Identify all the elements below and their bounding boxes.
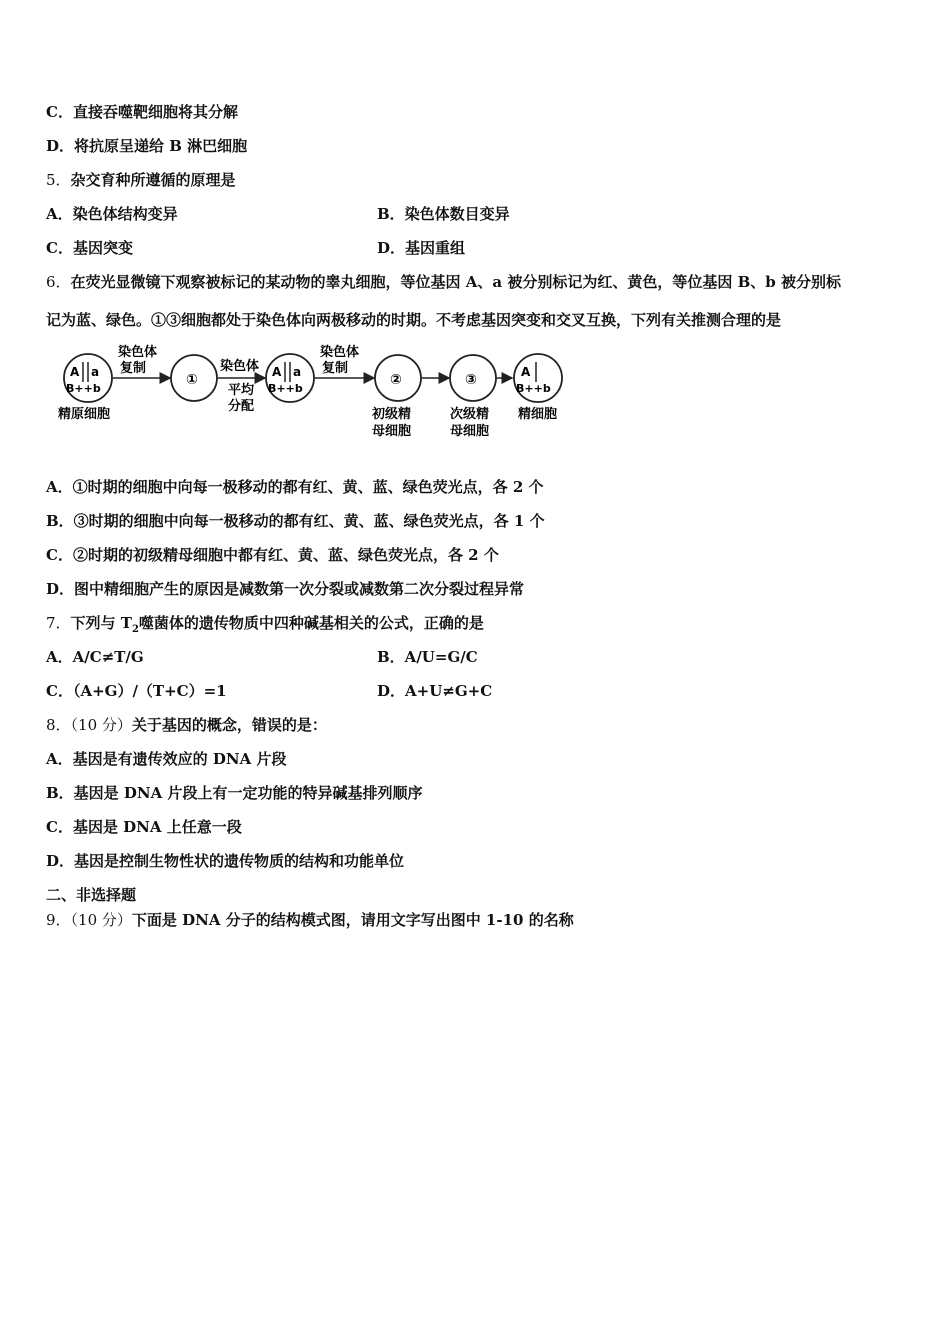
stage-2-label: ② bbox=[390, 372, 402, 388]
q7-option-c: C．（A+G）/（T+C）=1 bbox=[46, 682, 227, 700]
q9-score: （10 分） bbox=[70, 911, 132, 929]
q7-option-a: A．A/C≠T/G bbox=[46, 648, 144, 666]
q8-option-c: C．基因是 DNA 上任意一段 bbox=[46, 818, 242, 836]
mid-cell-gene-a: A bbox=[272, 365, 282, 379]
stage-3-label: ③ bbox=[465, 372, 477, 388]
q7-stem-pre: 下列与 T bbox=[70, 614, 132, 632]
q5-option-d: D．基因重组 bbox=[377, 239, 466, 257]
q9-number: 9． bbox=[46, 911, 71, 929]
label-secondary-spermatocyte-1: 次级精 bbox=[450, 407, 490, 422]
mid-cell-gene-a-lower: a bbox=[293, 365, 302, 379]
q6-option-c: C．②时期的初级精母细胞中都有红、黄、蓝、绿色荧光点，各 2 个 bbox=[46, 546, 499, 564]
q6-option-b: B．③时期的细胞中向每一极移动的都有红、黄、蓝、绿色荧光点，各 1 个 bbox=[46, 512, 545, 530]
spermatogonium-cell bbox=[64, 354, 112, 402]
label-secondary-spermatocyte-2: 母细胞 bbox=[450, 424, 490, 439]
q7-stem-subscript: 2 bbox=[131, 624, 139, 635]
sperm-cell bbox=[514, 354, 562, 402]
start-cell-gene-a-lower: a bbox=[91, 365, 100, 379]
q8-option-a: A．基因是有遗传效应的 DNA 片段 bbox=[46, 750, 287, 768]
mid-cell-gene-b: B++b bbox=[268, 382, 303, 395]
q7-option-d: D．A+U≠G+C bbox=[377, 682, 493, 700]
q5-option-a: A．染色体结构变异 bbox=[46, 205, 178, 223]
q4-option-c: C．直接吞噬靶细胞将其分解 bbox=[46, 103, 238, 121]
label-primary-spermatocyte-1: 初级精 bbox=[372, 407, 412, 422]
section-2-title: 二、非选择题 bbox=[46, 886, 137, 904]
arrow1-label-bottom: 复制 bbox=[120, 361, 147, 376]
q8-option-b: B．基因是 DNA 片段上有一定功能的特异碱基排列顺序 bbox=[46, 784, 423, 802]
label-sperm: 精细胞 bbox=[518, 407, 558, 422]
q7-stem-post: 噬菌体的遗传物质中四种碱基相关的公式，正确的是 bbox=[138, 614, 484, 632]
q8-number: 8． bbox=[46, 716, 71, 734]
arrow1-label-top: 染色体 bbox=[118, 345, 158, 360]
arrow3-label-top: 染色体 bbox=[320, 345, 360, 360]
q4-option-d: D．将抗原呈递给 B 淋巴细胞 bbox=[46, 137, 248, 155]
q5-number: 5． bbox=[46, 171, 71, 189]
label-primary-spermatocyte-2: 母细胞 bbox=[372, 424, 412, 439]
q6-stem-text-1: 在荧光显微镜下观察被标记的某动物的睾丸细胞，等位基因 A、a 被分别标记为红、黄色，等位基因 B、b 被分别标 bbox=[70, 273, 841, 291]
q7-stem bbox=[46, 613, 484, 640]
daughter-cell bbox=[266, 354, 314, 402]
arrow3-label-bottom: 复制 bbox=[322, 361, 349, 376]
q7-number: 7． bbox=[46, 614, 71, 632]
q8-score: （10 分） bbox=[70, 716, 132, 734]
q5-stem bbox=[46, 170, 236, 190]
q5-option-c: C．基因突变 bbox=[46, 239, 133, 257]
meiosis-diagram bbox=[52, 340, 572, 448]
q5-stem-text: 杂交育种所遵循的原理是 bbox=[70, 171, 236, 189]
label-spermatogonium: 精原细胞 bbox=[58, 407, 111, 422]
q9-stem-text: 下面是 DNA 分子的结构模式图，请用文字写出图中 1-10 的名称 bbox=[131, 911, 574, 929]
q6-stem-line1 bbox=[46, 272, 841, 292]
q5-option-b: B．染色体数目变异 bbox=[377, 205, 510, 223]
q9-stem bbox=[46, 910, 574, 930]
arrow2-label-top: 染色体 bbox=[220, 359, 260, 374]
arrow2-label-bottom-1: 平均 bbox=[228, 383, 255, 398]
start-cell-gene-a: A bbox=[70, 365, 80, 379]
q6-number: 6． bbox=[46, 273, 71, 291]
stage-1-label: ① bbox=[186, 372, 198, 388]
q6-option-a: A．①时期的细胞中向每一极移动的都有红、黄、蓝、绿色荧光点，各 2 个 bbox=[46, 478, 544, 496]
q8-option-d: D．基因是控制生物性状的遗传物质的结构和功能单位 bbox=[46, 852, 405, 870]
start-cell-gene-b: B++b bbox=[66, 382, 101, 395]
arrow2-label-bottom-2: 分配 bbox=[228, 399, 255, 414]
q8-stem bbox=[46, 715, 327, 735]
q8-stem-text: 关于基因的概念，错误的是： bbox=[131, 716, 327, 734]
q7-option-b: B．A/U=G/C bbox=[377, 648, 478, 666]
end-cell-gene-a: A bbox=[521, 365, 531, 379]
end-cell-gene-b: B++b bbox=[516, 382, 551, 395]
q6-option-d: D．图中精细胞产生的原因是减数第一次分裂或减数第二次分裂过程异常 bbox=[46, 580, 525, 598]
q6-stem-line2: 记为蓝、绿色。①③细胞都处于染色体向两极移动的时期。不考虑基因突变和交叉互换，下列有关推测合理的是 bbox=[46, 311, 782, 329]
